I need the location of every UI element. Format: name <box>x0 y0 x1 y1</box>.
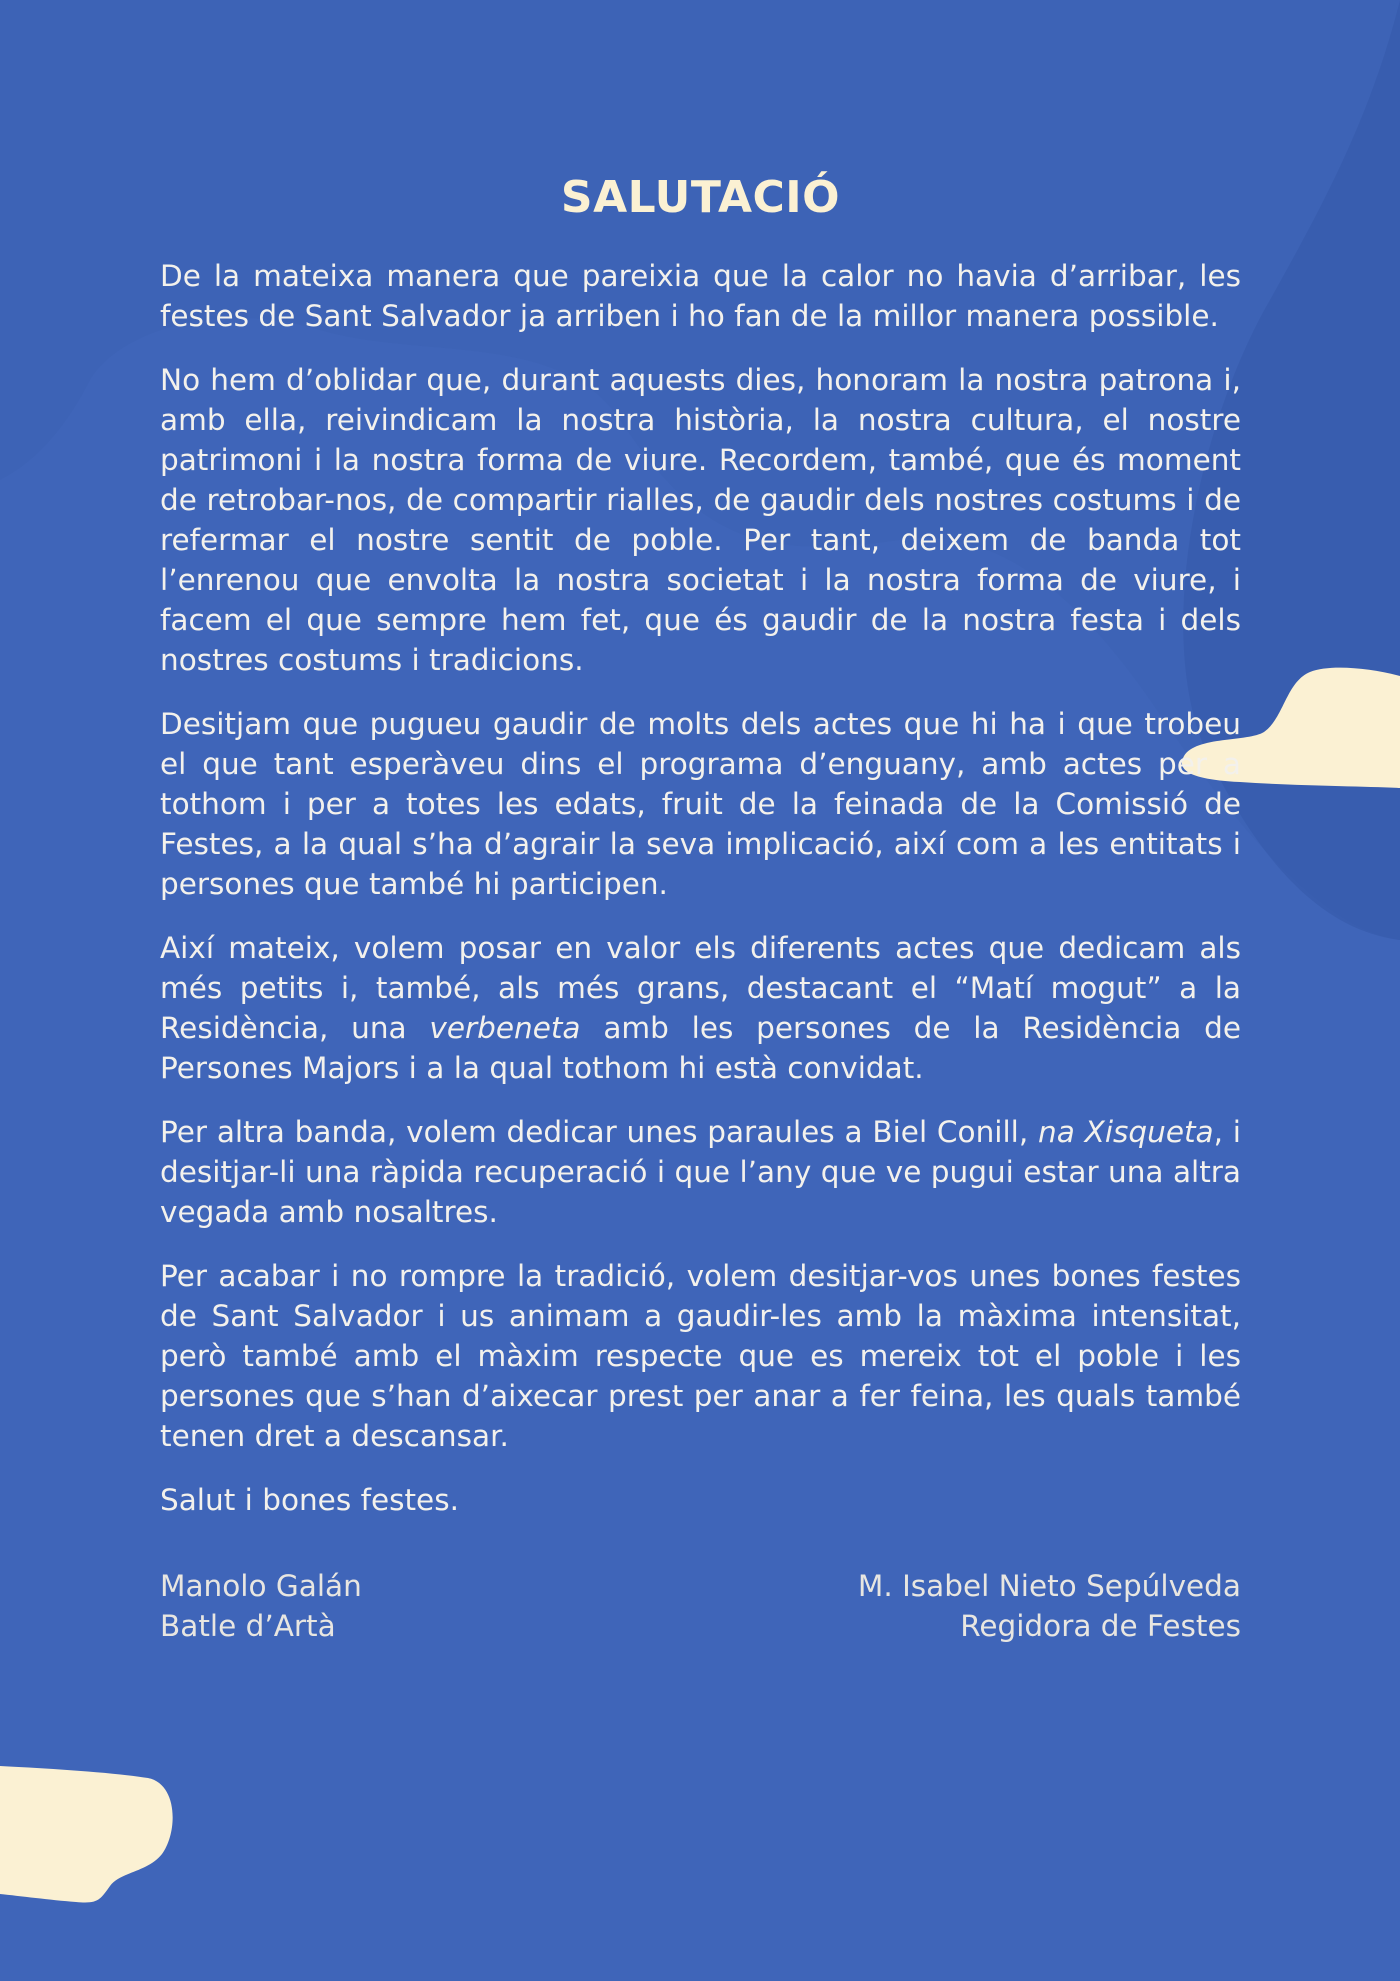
closing-line: Salut i bones festes. <box>160 1483 459 1517</box>
paragraph-4-emphasis: verbeneta <box>429 1011 581 1045</box>
paragraph-1: De la mateixa manera que pareixia que la calor no havia d’arribar, les festes de Sant Salvador ja arriben i ho fan de la millor manera possible. <box>160 259 1241 333</box>
paragraph-4-before: Així mateix, volem posar en valor els diferents actes que dedicam als més petits i, també, als més grans, destacant el “Matí mogut” a la Residència, una <box>160 931 1241 1045</box>
page-title: SALUTACIÓ <box>560 172 841 223</box>
signature-left <box>160 1566 362 1646</box>
paragraph-5-emphasis: na Xisqueta <box>1038 1115 1214 1149</box>
signature-left-name: Manolo Galán <box>160 1569 362 1603</box>
paragraph-3: Desitjam que pugueu gaudir de molts dels actes que hi ha i que trobeu el que tant esperàveu dins el programa d’enguany, amb actes per a tothom i per a totes les edats, fruit de la feinada de la Comissió de Festes, a la qual s’ha d’agrair la seva implicació, així com a les entitats i persones que també hi participen. <box>160 707 1241 901</box>
signature-right-name: M. Isabel Nieto Sepúlveda <box>857 1569 1241 1603</box>
signatures <box>160 1566 1241 1646</box>
paragraph-4-after: amb les persones de la Residència de Persones Majors i a la qual tothom hi està convidat. <box>160 1011 1241 1085</box>
paragraph-2: No hem d’oblidar que, durant aquests dies, honoram la nostra patrona i, amb ella, reivindicam la nostra història, la nostra cultura, el nostre patrimoni i la nostra forma de viure. Recordem, també, que és moment de retrobar-nos, de compartir rialles, de gaudir dels nostres costums i de refermar el nostre sentit de poble. Per tant, deixem de banda tot l’enrenou que envolta la nostra societat i la nostra forma de viure, i facem el que sempre hem fet, que és gaudir de la nostra festa i dels nostres costums i tradicions. <box>160 363 1241 677</box>
paragraph-5-after: , i desitjar-li una ràpida recuperació i que l’any que ve pugui estar una altra vegada amb nosaltres. <box>160 1115 1241 1229</box>
page-content <box>160 172 1241 1646</box>
signature-right <box>858 1566 1241 1646</box>
paragraph-5 <box>160 1112 1241 1232</box>
signature-left-role: Batle d’Artà <box>160 1609 336 1643</box>
signature-right-role: Regidora de Festes <box>960 1609 1241 1643</box>
paragraph-4 <box>160 928 1241 1088</box>
paragraph-5-before: Per altra banda, volem dedicar unes paraules a Biel Conill, <box>160 1115 1039 1149</box>
paragraph-6: Per acabar i no rompre la tradició, volem desitjar-vos unes bones festes de Sant Salvador i us animam a gaudir-les amb la màxima intensitat, però també amb el màxim respecte que es mereix tot el poble i les persones que s’han d’aixecar prest per anar a fer feina, les quals també tenen dret a descansar. <box>160 1259 1241 1453</box>
